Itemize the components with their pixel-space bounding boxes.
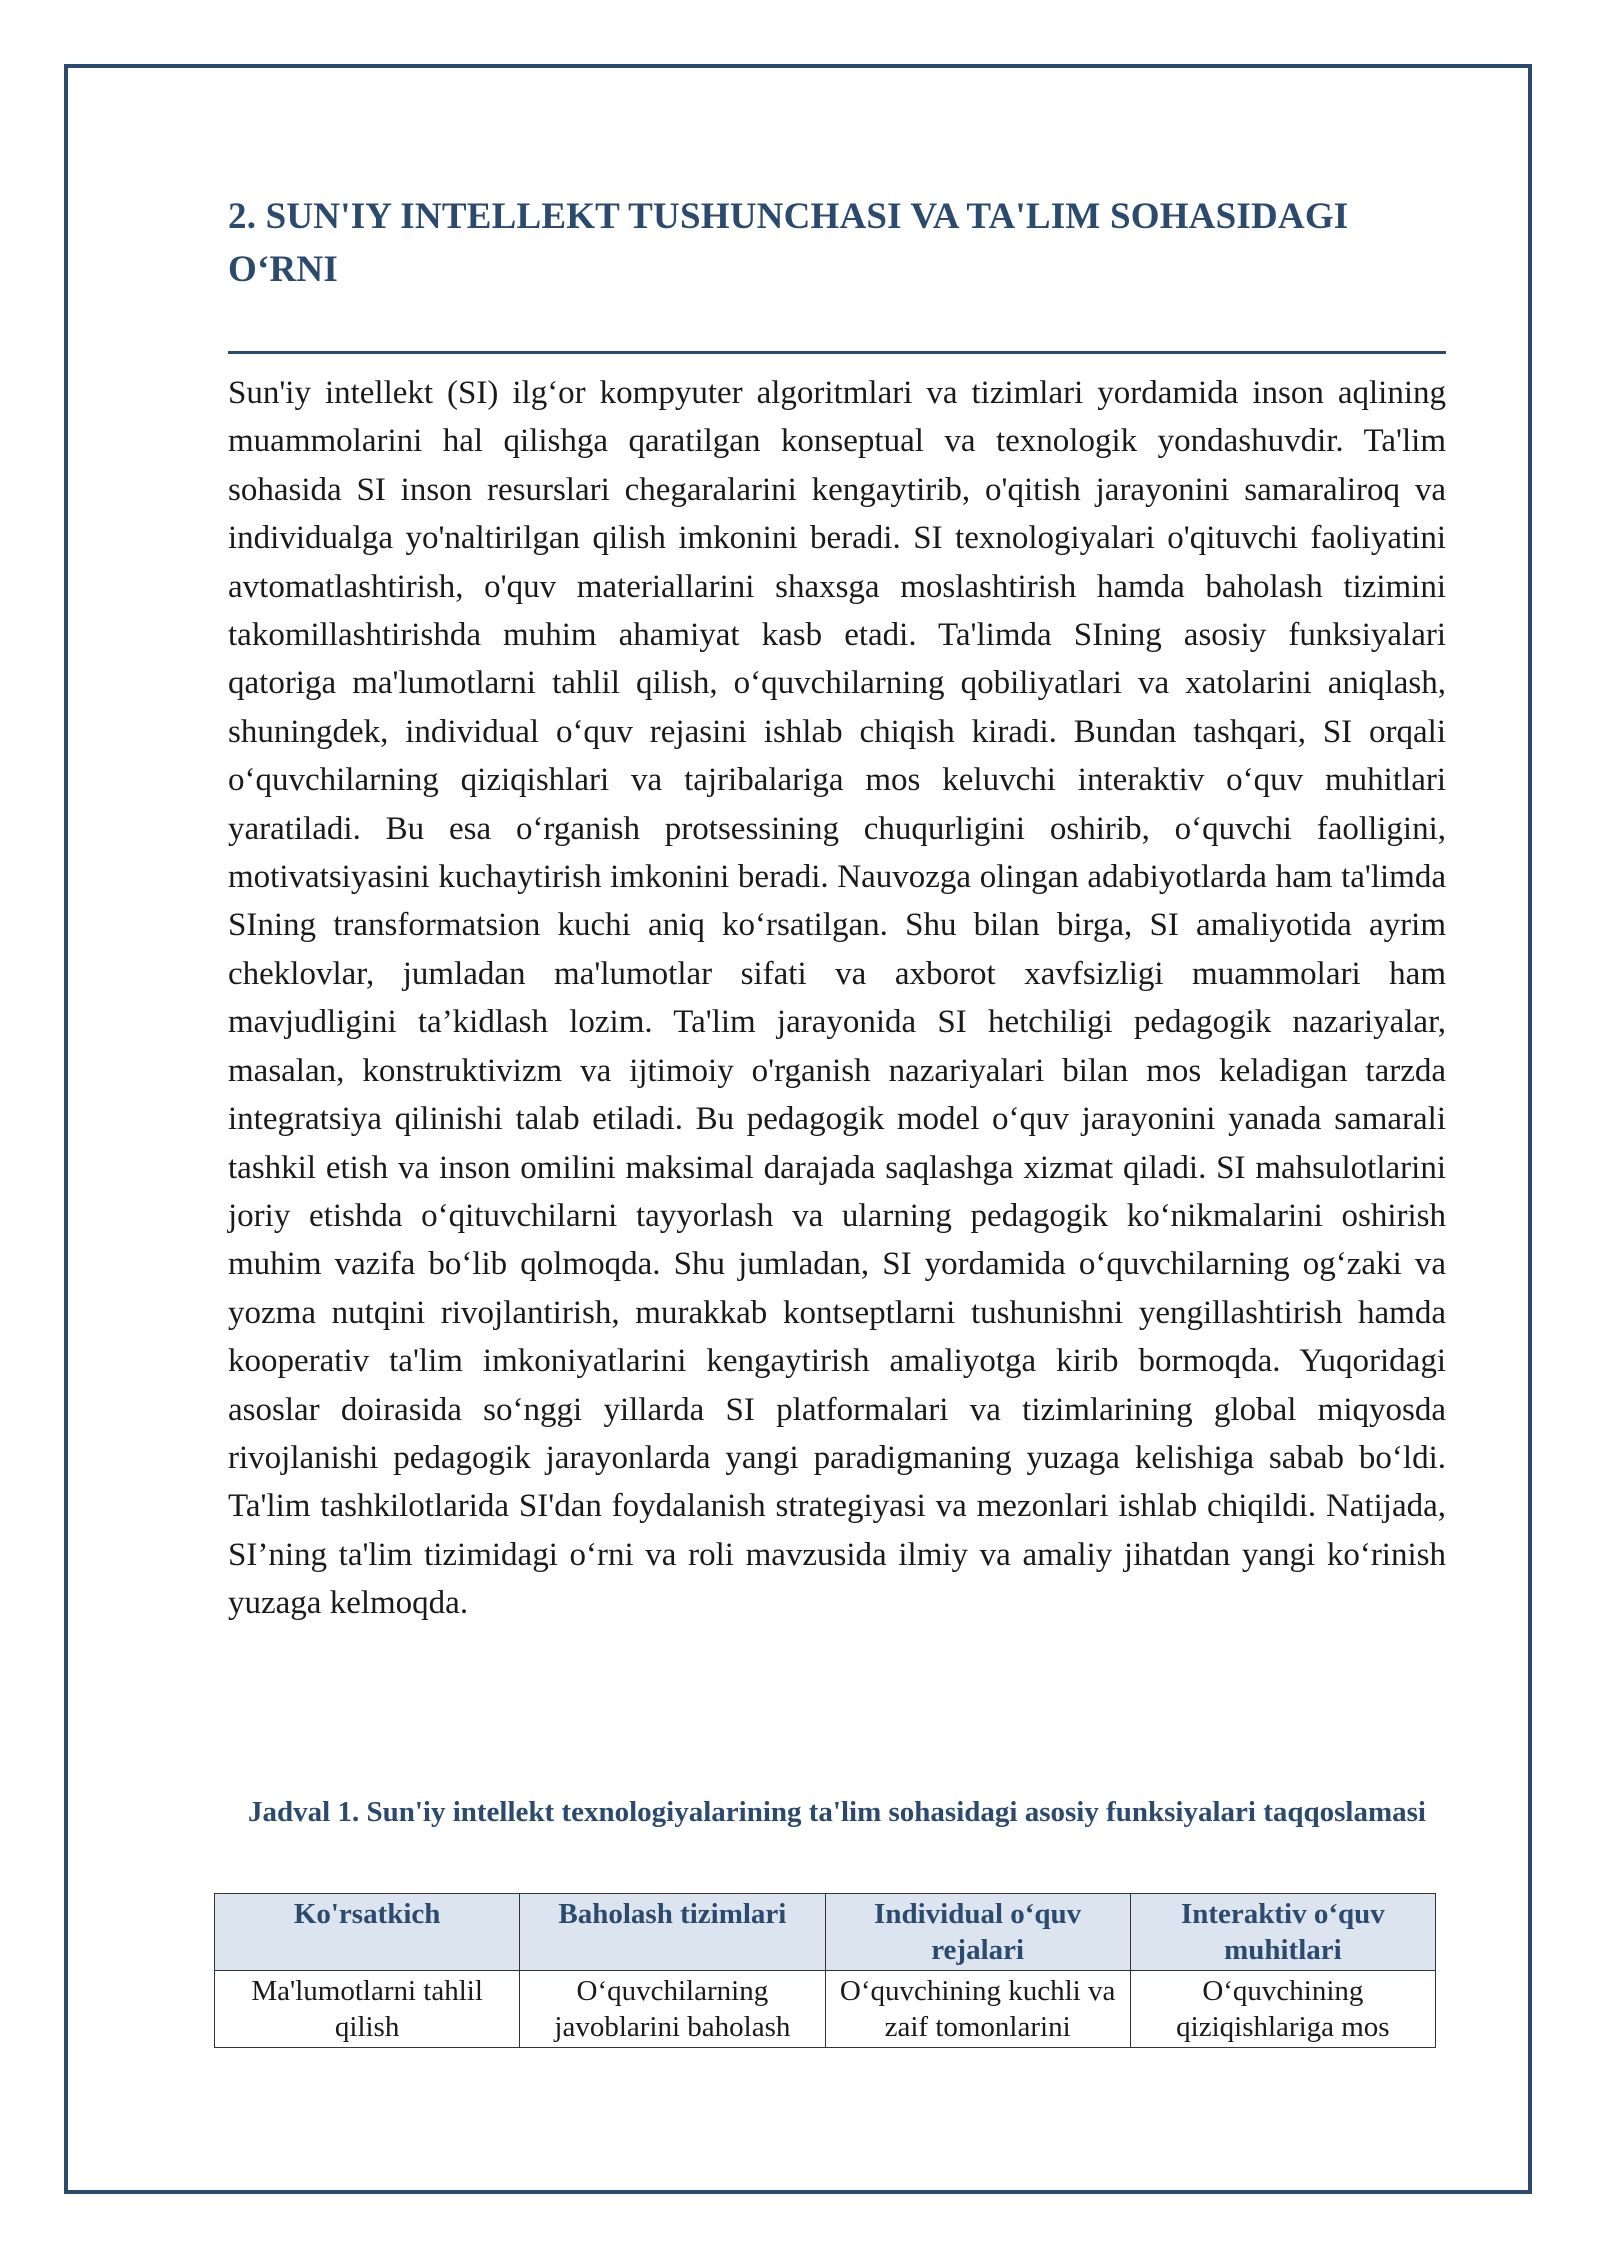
table-header-cell: Baholash tizimlari: [520, 1894, 825, 1971]
comparison-table: [214, 1893, 1436, 2048]
table-header-row: [215, 1894, 1436, 1971]
table-caption: Jadval 1. Sun'iy intellekt texnologiyalarining ta'lim sohasidagi asosiy funksiyalari taqqoslamasi: [248, 1796, 1426, 1828]
table-header-cell: Individual o‘quv rejalari: [825, 1894, 1130, 1971]
table-cell: Ma'lumotlarni tahlil qilish: [215, 1971, 520, 2048]
heading-divider: [228, 351, 1446, 354]
table-header-cell: Interaktiv o‘quv muhitlari: [1130, 1894, 1435, 1971]
table-cell: O‘quvchining kuchli va zaif tomonlarini: [825, 1971, 1130, 2048]
section-heading: 2. SUN'IY INTELLEKT TUSHUNCHASI VA TA'LIM SOHASIDAGI O‘RNI: [228, 196, 1349, 290]
table-cell: O‘quvchilarning javoblarini baholash: [520, 1971, 825, 2048]
table-header-cell: Ko'rsatkich: [215, 1894, 520, 1971]
body-paragraph: Sun'iy intellekt (SI) ilg‘or kompyuter algoritmlari va tizimlari yordamida inson aqlining muammolarini hal qilishga qaratilgan konseptual va texnologik yondashuvdir. Ta'lim sohasida SI inson resurslari chegaralarini kengaytirib, o'qitish jarayonini samaraliroq va individualga yo'naltirilgan qilish imkonini beradi. SI texnologiyalari o'qituvchi faoliyatini avtomatlashtirish, o'quv materiallarini shaxsga moslashtirish hamda baholash tizimini takomillashtirishda muhim ahamiyat kasb etadi. Ta'limda SIning asosiy funksiyalari qatoriga ma'lumotlarni tahlil qilish, o‘quvchilarning qobiliyatlari va xatolarini aniqlash, shuningdek, individual o‘quv rejasini ishlab chiqish kiradi. Bundan tashqari, SI orqali o‘quvchilarning qiziqishlari va tajribalariga mos keluvchi interaktiv o‘quv muhitlari yaratiladi. Bu esa o‘rganish protsessining chuqurligini oshirib, o‘quvchi faolligini, motivatsiyasini kuchaytirish imkonini beradi. Nauvozga olingan adabiyotlarda ham ta'limda SIning transformatsion kuchi aniq ko‘rsatilgan. Shu bilan birga, SI amaliyotida ayrim cheklovlar, jumladan ma'lumotlar sifati va axborot xavfsizligi muammolari ham mavjudligini ta’kidlash lozim. Ta'lim jarayonida SI hetchiligi pedagogik nazariyalar, masalan, konstruktivizm va ijtimoiy o'rganish nazariyalari bilan mos keladigan tarzda integratsiya qilinishi talab etiladi. Bu pedagogik model o‘quv jarayonini yanada samarali tashkil etish va inson omilini maksimal darajada saqlashga xizmat qiladi. SI mahsulotlarini joriy etishda o‘qituvchilarni tayyorlash va ularning pedagogik ko‘nikmalarini oshirish muhim vazifa bo‘lib qolmoqda. Shu jumladan, SI yordamida o‘quvchilarning og‘zaki va yozma nutqini rivojlantirish, murakkab kontseptlarni tushunishni yengillashtirish hamda kooperativ ta'lim imkoniyatlarini kengaytirish amaliyotga kirib bormoqda. Yuqoridagi asoslar doirasida so‘nggi yillarda SI platformalari va tizimlarining global miqyosda rivojlanishi pedagogik jarayonlarda yangi paradigmaning yuzaga kelishiga sabab bo‘ldi. Ta'lim tashkilotlarida SI'dan foydalanish strategiyasi va mezonlari ishlab chiqildi. Natijada, SI’ning ta'lim tizimidagi o‘rni va roli mavzusida ilmiy va amaliy jihatdan yangi ko‘rinish yuzaga kelmoqda.: [228, 375, 1446, 1622]
table-row: [215, 1971, 1436, 2048]
table-cell: O‘quvchining qiziqishlariga mos: [1130, 1971, 1435, 2048]
